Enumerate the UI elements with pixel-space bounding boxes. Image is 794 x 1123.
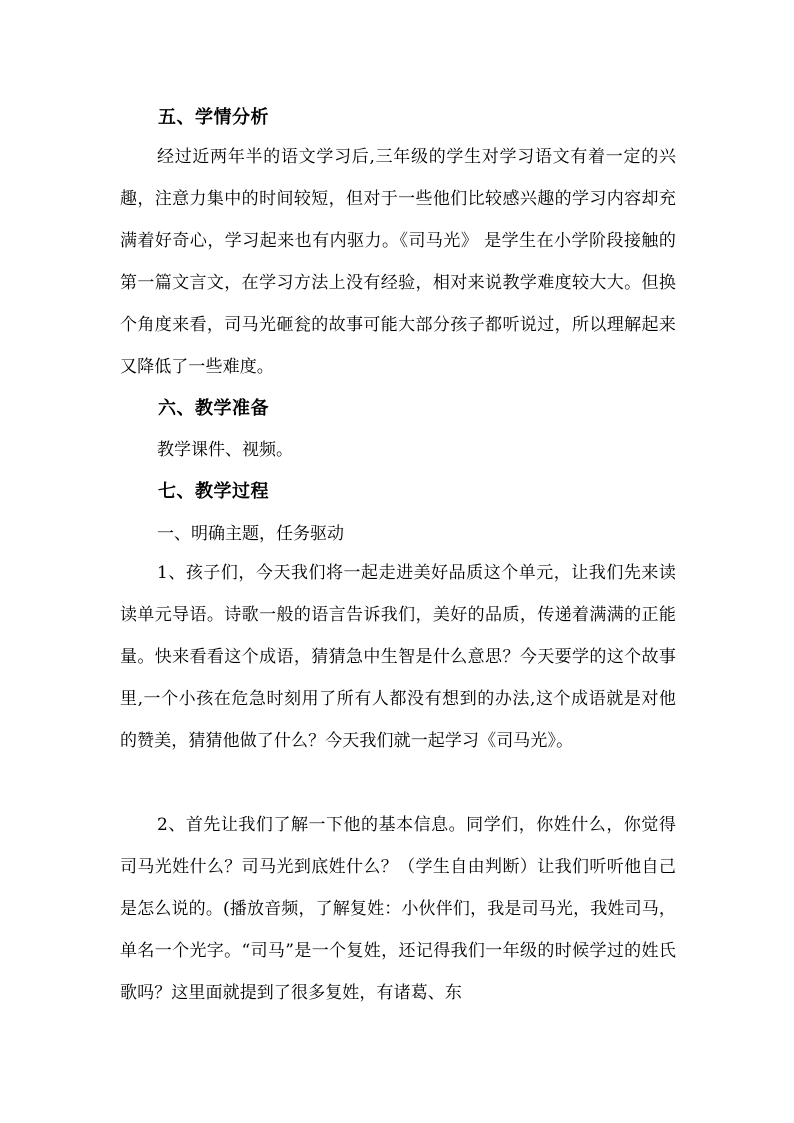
subheading-clear-theme: 一、明确主题，任务驱动: [157, 524, 344, 544]
learning-analysis-paragraph: 经过近两年半的语文学习后,三年级的学生对学习语文有着一定的兴趣，注意力集中的时间较短，但对于一些他们比较感兴趣的学习内容却充满着好奇心，学习起来也有内驱力。《司马光》 是学生在小学阶段接触的第一篇文言文，在学习方法上没有经验，相对来说教学难度较大大。但换个角度来看，司马光砸瓮的故事可能大部分孩子都听说过，所以理解起来又降低了一些难度。: [120, 147, 676, 377]
teaching-process-paragraph-1: 1、孩子们，今天我们将一起走进美好品质这个单元，让我们先来读读单元导语。诗歌一般的语言告诉我们，美好的品质，传递着满满的正能量。快来看看这个成语，猜猜急中生智是什么意思？今天要学的这个故事里,一个小孩在危急时刻用了所有人都没有想到的办法,这个成语就是对他的赞美，猜猜他做了什么？今天我们就一起学习《司马光》。: [120, 563, 676, 751]
teaching-preparation-text: 教学课件、视频。: [157, 440, 293, 460]
section-heading-teaching-process: 七、教学过程: [158, 481, 269, 502]
teaching-process-paragraph-2: 2、首先让我们了解一下他的基本信息。同学们，你姓什么，你觉得司马光姓什么？司马光到底姓什么？（学生自由判断）让我们听听他自己是怎么说的。(播放音频，了解复姓：小伙伴们，我是司马光，我姓司马，单名一个光字。“司马”是一个复姓，还记得我们一年级的时候学过的姓氏歌吗？这里面就提到了很多复姓，有诸葛、东: [120, 815, 676, 1003]
section-heading-teaching-preparation: 六、教学准备: [158, 398, 269, 419]
section-heading-learning-analysis: 五、学情分析: [158, 107, 269, 128]
